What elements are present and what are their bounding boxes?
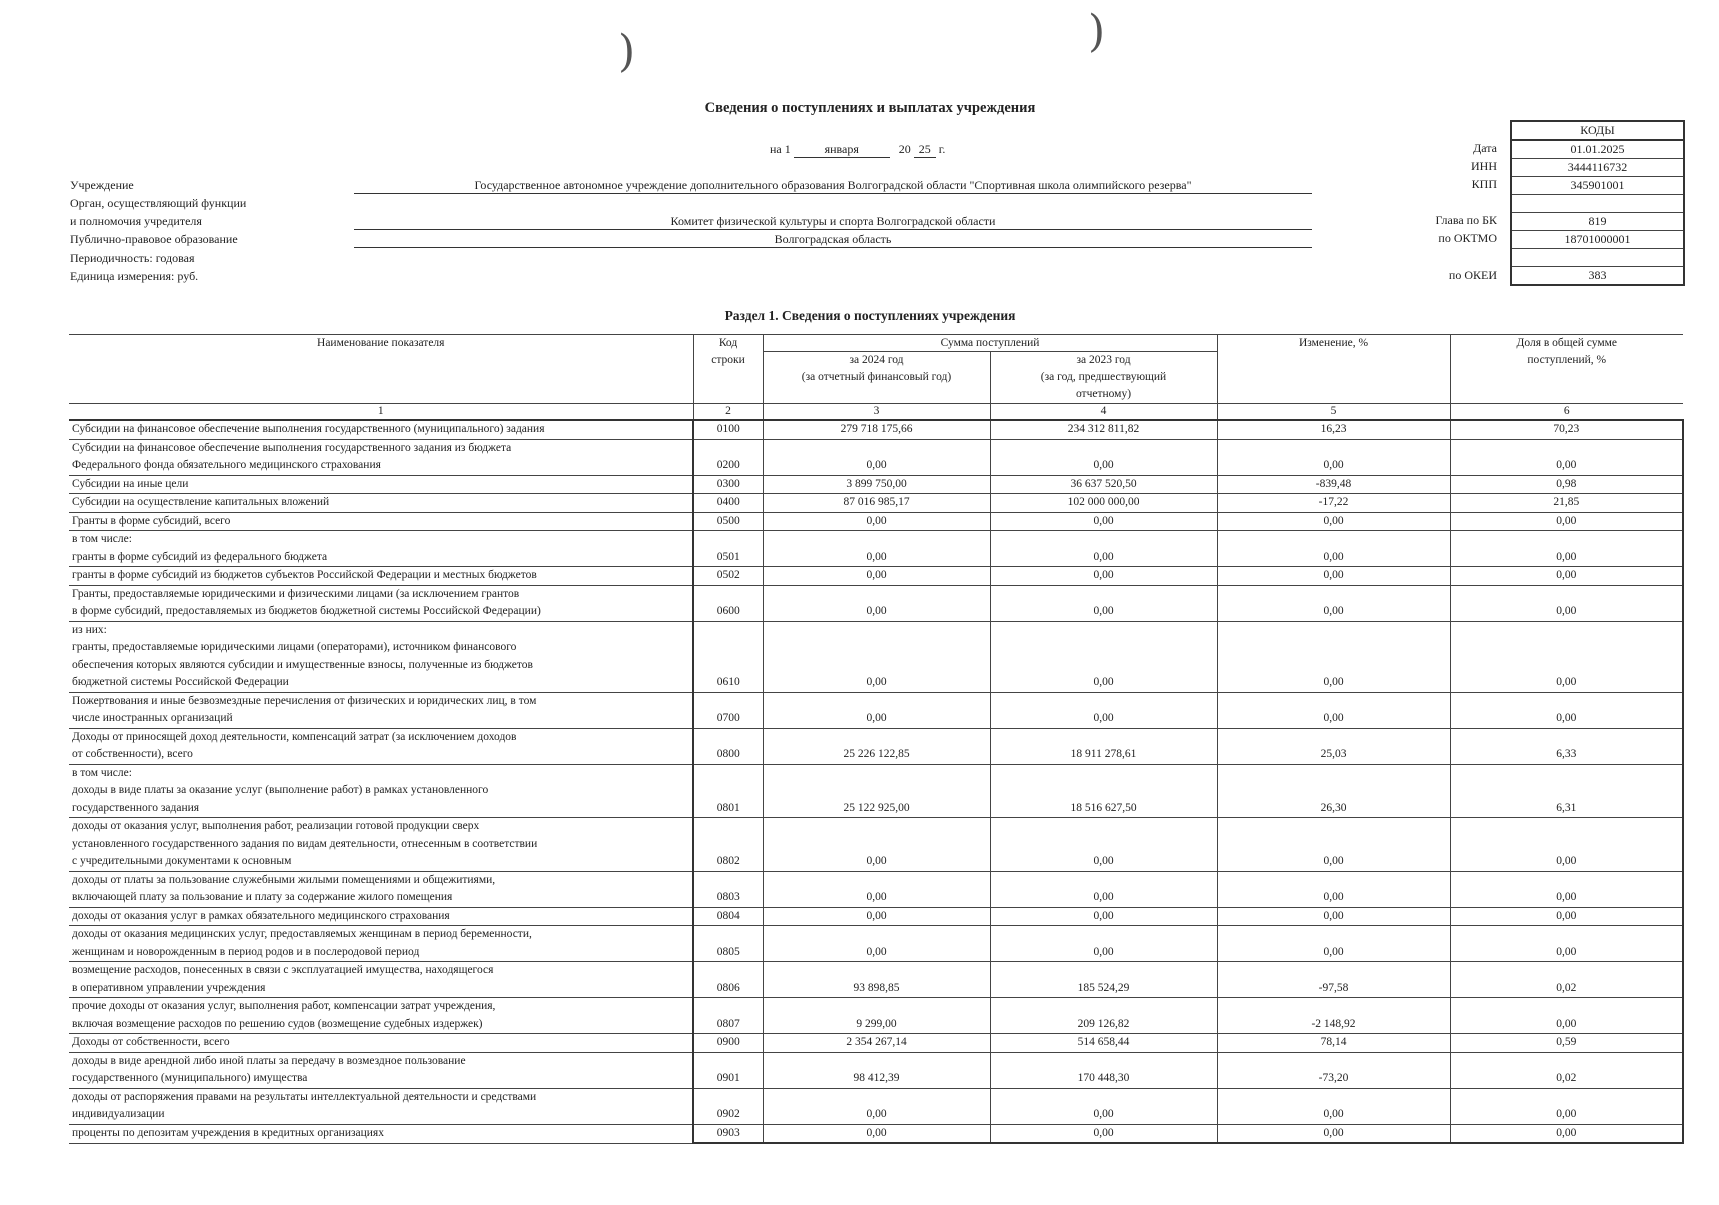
row-change-percent: 0,00: [1217, 512, 1450, 531]
row-amount-2023: 0,00: [990, 621, 1217, 692]
kpp-label: КПП: [1471, 177, 1497, 191]
table-row: [69, 818, 1683, 872]
row-amount-2024: 0,00: [763, 1088, 990, 1124]
row-share-percent: 0,00: [1450, 926, 1683, 962]
row-code: 0901: [693, 1052, 763, 1088]
code-empty: [1512, 248, 1683, 266]
row-name: Субсидии на осуществление капитальных вложений: [69, 494, 693, 513]
row-amount-2023: 0,00: [990, 439, 1217, 475]
row-share-percent: 0,02: [1450, 962, 1683, 998]
row-change-percent: 0,00: [1217, 621, 1450, 692]
header-change: Изменение, %: [1217, 335, 1450, 404]
row-name: Доходы от приносящей доход деятельности, компенсаций затрат (за исключением доходов от собственности), всего: [69, 728, 693, 764]
row-change-percent: 0,00: [1217, 871, 1450, 907]
row-code: 0807: [693, 998, 763, 1034]
row-share-percent: 0,59: [1450, 1034, 1683, 1053]
row-amount-2024: 0,00: [763, 907, 990, 926]
row-share-percent: 0,02: [1450, 1052, 1683, 1088]
row-change-percent: 16,23: [1217, 420, 1450, 439]
row-change-percent: 0,00: [1217, 531, 1450, 567]
row-amount-2023: 18 911 278,61: [990, 728, 1217, 764]
row-amount-2024: 0,00: [763, 585, 990, 621]
row-code: 0902: [693, 1088, 763, 1124]
row-code: 0804: [693, 907, 763, 926]
row-name: Гранты, предоставляемые юридическими и физическими лицами (за исключением грантов в форме субсидий, предоставляемых из бюджетов бюджетной системы Российской Федерации): [69, 585, 693, 621]
row-share-percent: 0,00: [1450, 692, 1683, 728]
row-code: 0805: [693, 926, 763, 962]
code-empty: [1512, 194, 1683, 212]
row-code: 0802: [693, 818, 763, 872]
row-code: 0800: [693, 728, 763, 764]
header-sum: Сумма поступлений: [763, 335, 1217, 352]
code-bk: 819: [1512, 212, 1683, 230]
row-amount-2023: 0,00: [990, 818, 1217, 872]
codes-header: КОДЫ: [1580, 123, 1615, 137]
row-share-percent: 21,85: [1450, 494, 1683, 513]
okei-label: по ОКЕИ: [1448, 268, 1497, 282]
row-share-percent: 0,00: [1450, 567, 1683, 586]
founder-label: Орган, осуществляющий функции: [70, 196, 247, 210]
row-amount-2024: 0,00: [763, 871, 990, 907]
row-amount-2024: 93 898,85: [763, 962, 990, 998]
report-date-line: [770, 142, 945, 158]
row-share-percent: 0,00: [1450, 1124, 1683, 1143]
row-amount-2024: 9 299,00: [763, 998, 990, 1034]
row-name: в том числе: гранты в форме субсидий из федерального бюджета: [69, 531, 693, 567]
header-name: Наименование показателя: [69, 335, 693, 404]
inn-label: ИНН: [1471, 159, 1497, 173]
row-amount-2024: 0,00: [763, 926, 990, 962]
row-change-percent: 25,03: [1217, 728, 1450, 764]
row-name: доходы от оказания медицинских услуг, предоставляемых женщинам в период беременности, женщинам и новорожденным в период родов и в послеродовой период: [69, 926, 693, 962]
table-row: [69, 1088, 1683, 1124]
row-change-percent: 0,00: [1217, 1124, 1450, 1143]
column-number: 4: [990, 404, 1217, 421]
table-row: [69, 420, 1683, 439]
row-amount-2024: 0,00: [763, 439, 990, 475]
institution-name: Государственное автономное учреждение дополнительного образования Волгоградской области "Спортивная школа олимпийского резерва": [354, 178, 1312, 194]
row-amount-2024: 279 718 175,66: [763, 420, 990, 439]
row-change-percent: 0,00: [1217, 692, 1450, 728]
column-number: 6: [1450, 404, 1683, 421]
row-amount-2023: 102 000 000,00: [990, 494, 1217, 513]
header-2023: за 2023 год (за год, предшествующий отчетному): [990, 352, 1217, 404]
row-share-percent: 0,00: [1450, 998, 1683, 1034]
row-share-percent: 6,31: [1450, 764, 1683, 818]
row-name: доходы от платы за пользование служебными жилыми помещениями и общежитиями, включающей плату за пользование и плату за содержание жилого помещения: [69, 871, 693, 907]
row-amount-2023: 0,00: [990, 692, 1217, 728]
bk-label: Глава по БК: [1435, 213, 1497, 227]
page-title: Сведения о поступлениях и выплатах учреждения: [704, 100, 1036, 116]
row-share-percent: 0,00: [1450, 871, 1683, 907]
row-name: Субсидии на иные цели: [69, 475, 693, 494]
date-year: 25: [914, 142, 936, 158]
row-change-percent: 0,00: [1217, 585, 1450, 621]
row-code: 0501: [693, 531, 763, 567]
row-share-percent: 0,00: [1450, 907, 1683, 926]
table-row: [69, 926, 1683, 962]
row-name: доходы от оказания услуг в рамках обязательного медицинского страхования: [69, 907, 693, 926]
row-change-percent: 0,00: [1217, 439, 1450, 475]
row-name: возмещение расходов, понесенных в связи с эксплуатацией имущества, находящегося в оперативном управлении учреждения: [69, 962, 693, 998]
code-oktmo: 18701000001: [1512, 230, 1683, 248]
periodicity: Периодичность: годовая: [70, 251, 195, 265]
table-row: [69, 585, 1683, 621]
row-share-percent: 0,00: [1450, 531, 1683, 567]
table-row: [69, 764, 1683, 818]
row-code: 0200: [693, 439, 763, 475]
founder-label-2: и полномочия учредителя: [70, 214, 202, 228]
header-2024: за 2024 год (за отчетный финансовый год): [763, 352, 990, 404]
row-amount-2023: 36 637 520,50: [990, 475, 1217, 494]
table-row: [69, 512, 1683, 531]
row-name: гранты в форме субсидий из бюджетов субъектов Российской Федерации и местных бюджетов: [69, 567, 693, 586]
table-row: [69, 531, 1683, 567]
founder-name: Комитет физической культуры и спорта Волгоградской области: [354, 214, 1312, 230]
row-change-percent: -73,20: [1217, 1052, 1450, 1088]
row-amount-2024: 98 412,39: [763, 1052, 990, 1088]
row-amount-2023: 0,00: [990, 1088, 1217, 1124]
entity-name: Волгоградская область: [354, 232, 1312, 248]
date-prefix: на 1: [770, 142, 791, 156]
table-row: [69, 962, 1683, 998]
receipts-table: [69, 334, 1684, 1144]
row-amount-2023: 514 658,44: [990, 1034, 1217, 1053]
row-amount-2024: 87 016 985,17: [763, 494, 990, 513]
row-change-percent: 0,00: [1217, 926, 1450, 962]
row-share-percent: 0,00: [1450, 439, 1683, 475]
date-year-prefix: 20: [898, 142, 911, 156]
section-title: Раздел 1. Сведения о поступлениях учреждения: [724, 308, 1016, 323]
table-row: [69, 1052, 1683, 1088]
codes-box: [1510, 120, 1685, 286]
row-name: доходы от оказания услуг, выполнения работ, реализации готовой продукции сверх установленного государственного задания по видам деятельности, отнесенным в соответствии с учредительными документами к основным: [69, 818, 693, 872]
code-date: 01.01.2025: [1512, 139, 1683, 158]
table-row: [69, 494, 1683, 513]
row-share-percent: 6,33: [1450, 728, 1683, 764]
row-change-percent: -17,22: [1217, 494, 1450, 513]
row-code: 0500: [693, 512, 763, 531]
row-name: прочие доходы от оказания услуг, выполнения работ, компенсации затрат учреждения, включая возмещение расходов по решению судов (возмещение судебных издержек): [69, 998, 693, 1034]
row-code: 0903: [693, 1124, 763, 1143]
row-amount-2023: 0,00: [990, 531, 1217, 567]
row-amount-2023: 0,00: [990, 926, 1217, 962]
row-share-percent: 0,00: [1450, 818, 1683, 872]
row-code: 0900: [693, 1034, 763, 1053]
table-body: [69, 420, 1683, 1143]
code-okei: 383: [1512, 266, 1683, 284]
row-amount-2023: 185 524,29: [990, 962, 1217, 998]
row-code: 0400: [693, 494, 763, 513]
institution-label: Учреждение: [70, 178, 134, 192]
oktmo-label: по ОКТМО: [1438, 231, 1497, 245]
scan-mark: ): [1088, 6, 1106, 57]
column-number: 2: [693, 404, 763, 421]
row-change-percent: 26,30: [1217, 764, 1450, 818]
table-row: [69, 567, 1683, 586]
row-code: 0300: [693, 475, 763, 494]
row-amount-2023: 0,00: [990, 512, 1217, 531]
row-change-percent: 0,00: [1217, 818, 1450, 872]
table-row: [69, 1034, 1683, 1053]
row-change-percent: 78,14: [1217, 1034, 1450, 1053]
row-change-percent: -2 148,92: [1217, 998, 1450, 1034]
row-code: 0600: [693, 585, 763, 621]
row-amount-2023: 0,00: [990, 585, 1217, 621]
table-row: [69, 907, 1683, 926]
row-code: 0610: [693, 621, 763, 692]
row-amount-2024: 0,00: [763, 621, 990, 692]
row-share-percent: 0,00: [1450, 1088, 1683, 1124]
row-amount-2023: 170 448,30: [990, 1052, 1217, 1088]
row-name: Гранты в форме субсидий, всего: [69, 512, 693, 531]
table-row: [69, 728, 1683, 764]
row-amount-2024: 0,00: [763, 512, 990, 531]
row-name: Субсидии на финансовое обеспечение выполнения государственного (муниципального) задания: [69, 420, 693, 439]
row-amount-2023: 18 516 627,50: [990, 764, 1217, 818]
row-amount-2024: 0,00: [763, 567, 990, 586]
code-inn: 3444116732: [1512, 158, 1683, 176]
row-amount-2024: 25 122 925,00: [763, 764, 990, 818]
column-number: 1: [69, 404, 693, 421]
row-name: Субсидии на финансовое обеспечение выполнения государственного задания из бюджета Федерального фонда обязательного медицинского страхования: [69, 439, 693, 475]
row-change-percent: 0,00: [1217, 567, 1450, 586]
table-row: [69, 1124, 1683, 1143]
row-code: 0700: [693, 692, 763, 728]
scan-mark: ): [618, 26, 636, 77]
table-row: [69, 871, 1683, 907]
row-amount-2024: 25 226 122,85: [763, 728, 990, 764]
row-amount-2023: 209 126,82: [990, 998, 1217, 1034]
table-row: [69, 621, 1683, 692]
row-change-percent: 0,00: [1217, 907, 1450, 926]
row-code: 0502: [693, 567, 763, 586]
header-code: Код строки: [693, 335, 763, 404]
table-row: [69, 475, 1683, 494]
row-amount-2023: 0,00: [990, 567, 1217, 586]
row-code: 0801: [693, 764, 763, 818]
row-share-percent: 0,00: [1450, 585, 1683, 621]
row-change-percent: 0,00: [1217, 1088, 1450, 1124]
row-name: Доходы от собственности, всего: [69, 1034, 693, 1053]
row-code: 0803: [693, 871, 763, 907]
row-amount-2023: 0,00: [990, 1124, 1217, 1143]
row-amount-2024: 0,00: [763, 818, 990, 872]
table-row: [69, 439, 1683, 475]
row-share-percent: 0,00: [1450, 512, 1683, 531]
row-share-percent: 0,00: [1450, 621, 1683, 692]
row-name: доходы в виде арендной либо иной платы за передачу в возмездное пользование государственного (муниципального) имущества: [69, 1052, 693, 1088]
date-month: января: [794, 142, 890, 158]
row-share-percent: 0,98: [1450, 475, 1683, 494]
row-name: в том числе: доходы в виде платы за оказание услуг (выполнение работ) в рамках установленного государственного задания: [69, 764, 693, 818]
unit-of-measure: Единица измерения: руб.: [70, 269, 199, 283]
table-row: [69, 998, 1683, 1034]
entity-label: Публично-правовое образование: [70, 232, 238, 246]
row-amount-2024: 0,00: [763, 531, 990, 567]
date-code-label: Дата: [1473, 141, 1497, 155]
header-share: Доля в общей сумме поступлений, %: [1450, 335, 1683, 404]
row-amount-2024: 0,00: [763, 1124, 990, 1143]
row-name: Пожертвования и иные безвозмездные перечисления от физических и юридических лиц, в том числе иностранных организаций: [69, 692, 693, 728]
row-name: доходы от распоряжения правами на результаты интеллектуальной деятельности и средствами индивидуализации: [69, 1088, 693, 1124]
code-kpp: 345901001: [1512, 176, 1683, 194]
column-number: 5: [1217, 404, 1450, 421]
row-change-percent: -839,48: [1217, 475, 1450, 494]
row-name: проценты по депозитам учреждения в кредитных организациях: [69, 1124, 693, 1143]
row-amount-2024: 3 899 750,00: [763, 475, 990, 494]
date-suffix: г.: [938, 142, 946, 156]
row-change-percent: -97,58: [1217, 962, 1450, 998]
row-code: 0100: [693, 420, 763, 439]
row-amount-2023: 0,00: [990, 871, 1217, 907]
row-amount-2024: 2 354 267,14: [763, 1034, 990, 1053]
table-row: [69, 692, 1683, 728]
column-number: 3: [763, 404, 990, 421]
row-share-percent: 70,23: [1450, 420, 1683, 439]
row-code: 0806: [693, 962, 763, 998]
row-name: из них: гранты, предоставляемые юридическими лицами (операторами), источником финансового обеспечения которых являются субсидии и имущественные взносы, полученные из бюджетов бюджетной системы Российской Федерации: [69, 621, 693, 692]
row-amount-2024: 0,00: [763, 692, 990, 728]
row-amount-2023: 234 312 811,82: [990, 420, 1217, 439]
row-amount-2023: 0,00: [990, 907, 1217, 926]
